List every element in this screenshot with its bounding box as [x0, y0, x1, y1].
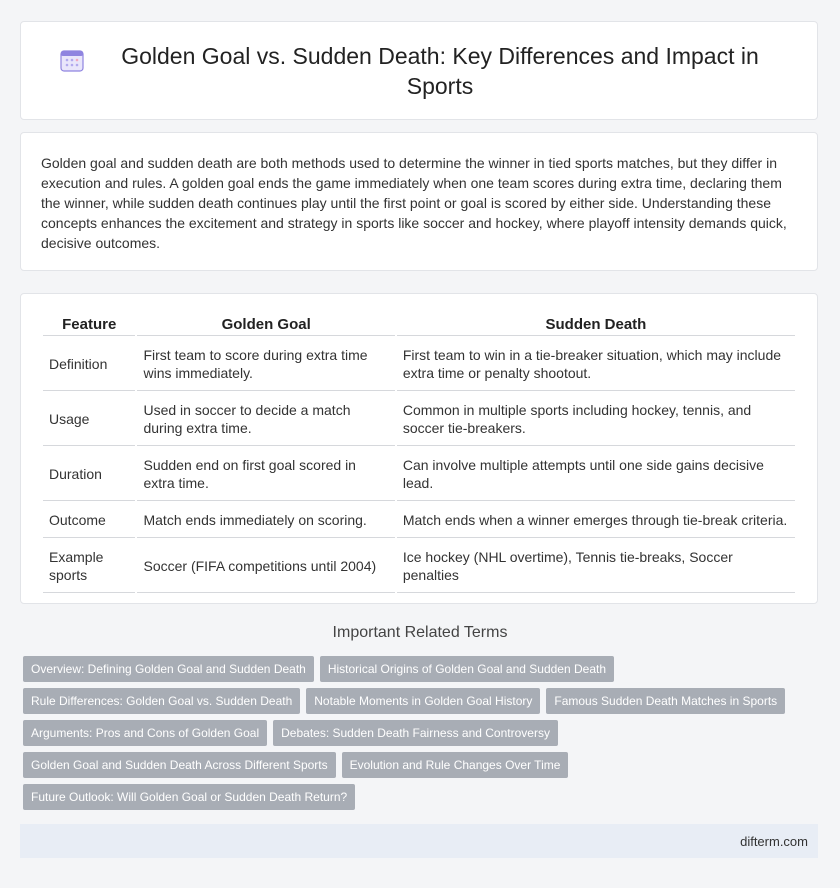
intro-card: [20, 132, 818, 271]
related-term-tag[interactable]: Overview: Defining Golden Goal and Sudden Death: [23, 656, 314, 682]
row-sudden-death: Ice hockey (NHL overtime), Tennis tie-breaks, Soccer penalties: [397, 540, 795, 593]
row-sudden-death: Match ends when a winner emerges through tie-break criteria.: [397, 503, 795, 538]
row-feature: Usage: [43, 393, 135, 446]
comparison-table: [41, 308, 797, 595]
row-sudden-death: Can involve multiple attempts until one side gains decisive lead.: [397, 448, 795, 501]
row-golden-goal: Match ends immediately on scoring.: [137, 503, 394, 538]
row-feature: Example sports: [43, 540, 135, 593]
related-term-tag[interactable]: Evolution and Rule Changes Over Time: [342, 752, 569, 778]
row-sudden-death: First team to win in a tie-breaker situation, which may include extra time or penalty shootout.: [397, 338, 795, 391]
related-terms-tags: [23, 656, 813, 810]
comparison-table-card: [20, 293, 818, 604]
calendar-icon: [59, 47, 85, 73]
header-sudden-death: Sudden Death: [397, 310, 795, 336]
header-feature: Feature: [43, 310, 135, 336]
row-sudden-death: Common in multiple sports including hockey, tennis, and soccer tie-breakers.: [397, 393, 795, 446]
related-term-tag[interactable]: Debates: Sudden Death Fairness and Controversy: [273, 720, 558, 746]
related-term-tag[interactable]: Rule Differences: Golden Goal vs. Sudden Death: [23, 688, 300, 714]
related-term-tag[interactable]: Future Outlook: Will Golden Goal or Sudden Death Return?: [23, 784, 355, 810]
related-terms-title: Important Related Terms: [332, 624, 508, 641]
header-golden-goal: Golden Goal: [137, 310, 394, 336]
related-term-tag[interactable]: Famous Sudden Death Matches in Sports: [546, 688, 785, 714]
table-row: [43, 338, 795, 391]
row-golden-goal: Soccer (FIFA competitions until 2004): [137, 540, 394, 593]
footer: [20, 824, 818, 858]
intro-text: Golden goal and sudden death are both methods used to determine the winner in tied sports matches, but they differ in execution and rules. A golden goal ends the game immediately when one team scores during extra time, declaring them the winner, while sudden death continues play until the first point or goal is scored by either side. Understanding these concepts enhances the excitement and strategy in sports like soccer and hockey, where playoff intensity demands quick, decisive outcomes.: [41, 155, 787, 251]
row-feature: Outcome: [43, 503, 135, 538]
row-feature: Definition: [43, 338, 135, 391]
related-term-tag[interactable]: Arguments: Pros and Cons of Golden Goal: [23, 720, 267, 746]
row-golden-goal: Used in soccer to decide a match during extra time.: [137, 393, 394, 446]
footer-site-link[interactable]: difterm.com: [740, 833, 808, 849]
page-title: Golden Goal vs. Sudden Death: Key Differences and Impact in Sports: [121, 42, 759, 99]
row-feature: Duration: [43, 448, 135, 501]
table-row: [43, 540, 795, 593]
header-card: [20, 21, 818, 120]
table-row: [43, 503, 795, 538]
table-row: [43, 393, 795, 446]
row-golden-goal: First team to score during extra time wins immediately.: [137, 338, 394, 391]
related-term-tag[interactable]: Notable Moments in Golden Goal History: [306, 688, 540, 714]
table-row: [43, 448, 795, 501]
related-term-tag[interactable]: Historical Origins of Golden Goal and Sudden Death: [320, 656, 614, 682]
table-header-row: [43, 310, 795, 336]
row-golden-goal: Sudden end on first goal scored in extra time.: [137, 448, 394, 501]
related-term-tag[interactable]: Golden Goal and Sudden Death Across Different Sports: [23, 752, 336, 778]
header-inner: [59, 41, 779, 101]
